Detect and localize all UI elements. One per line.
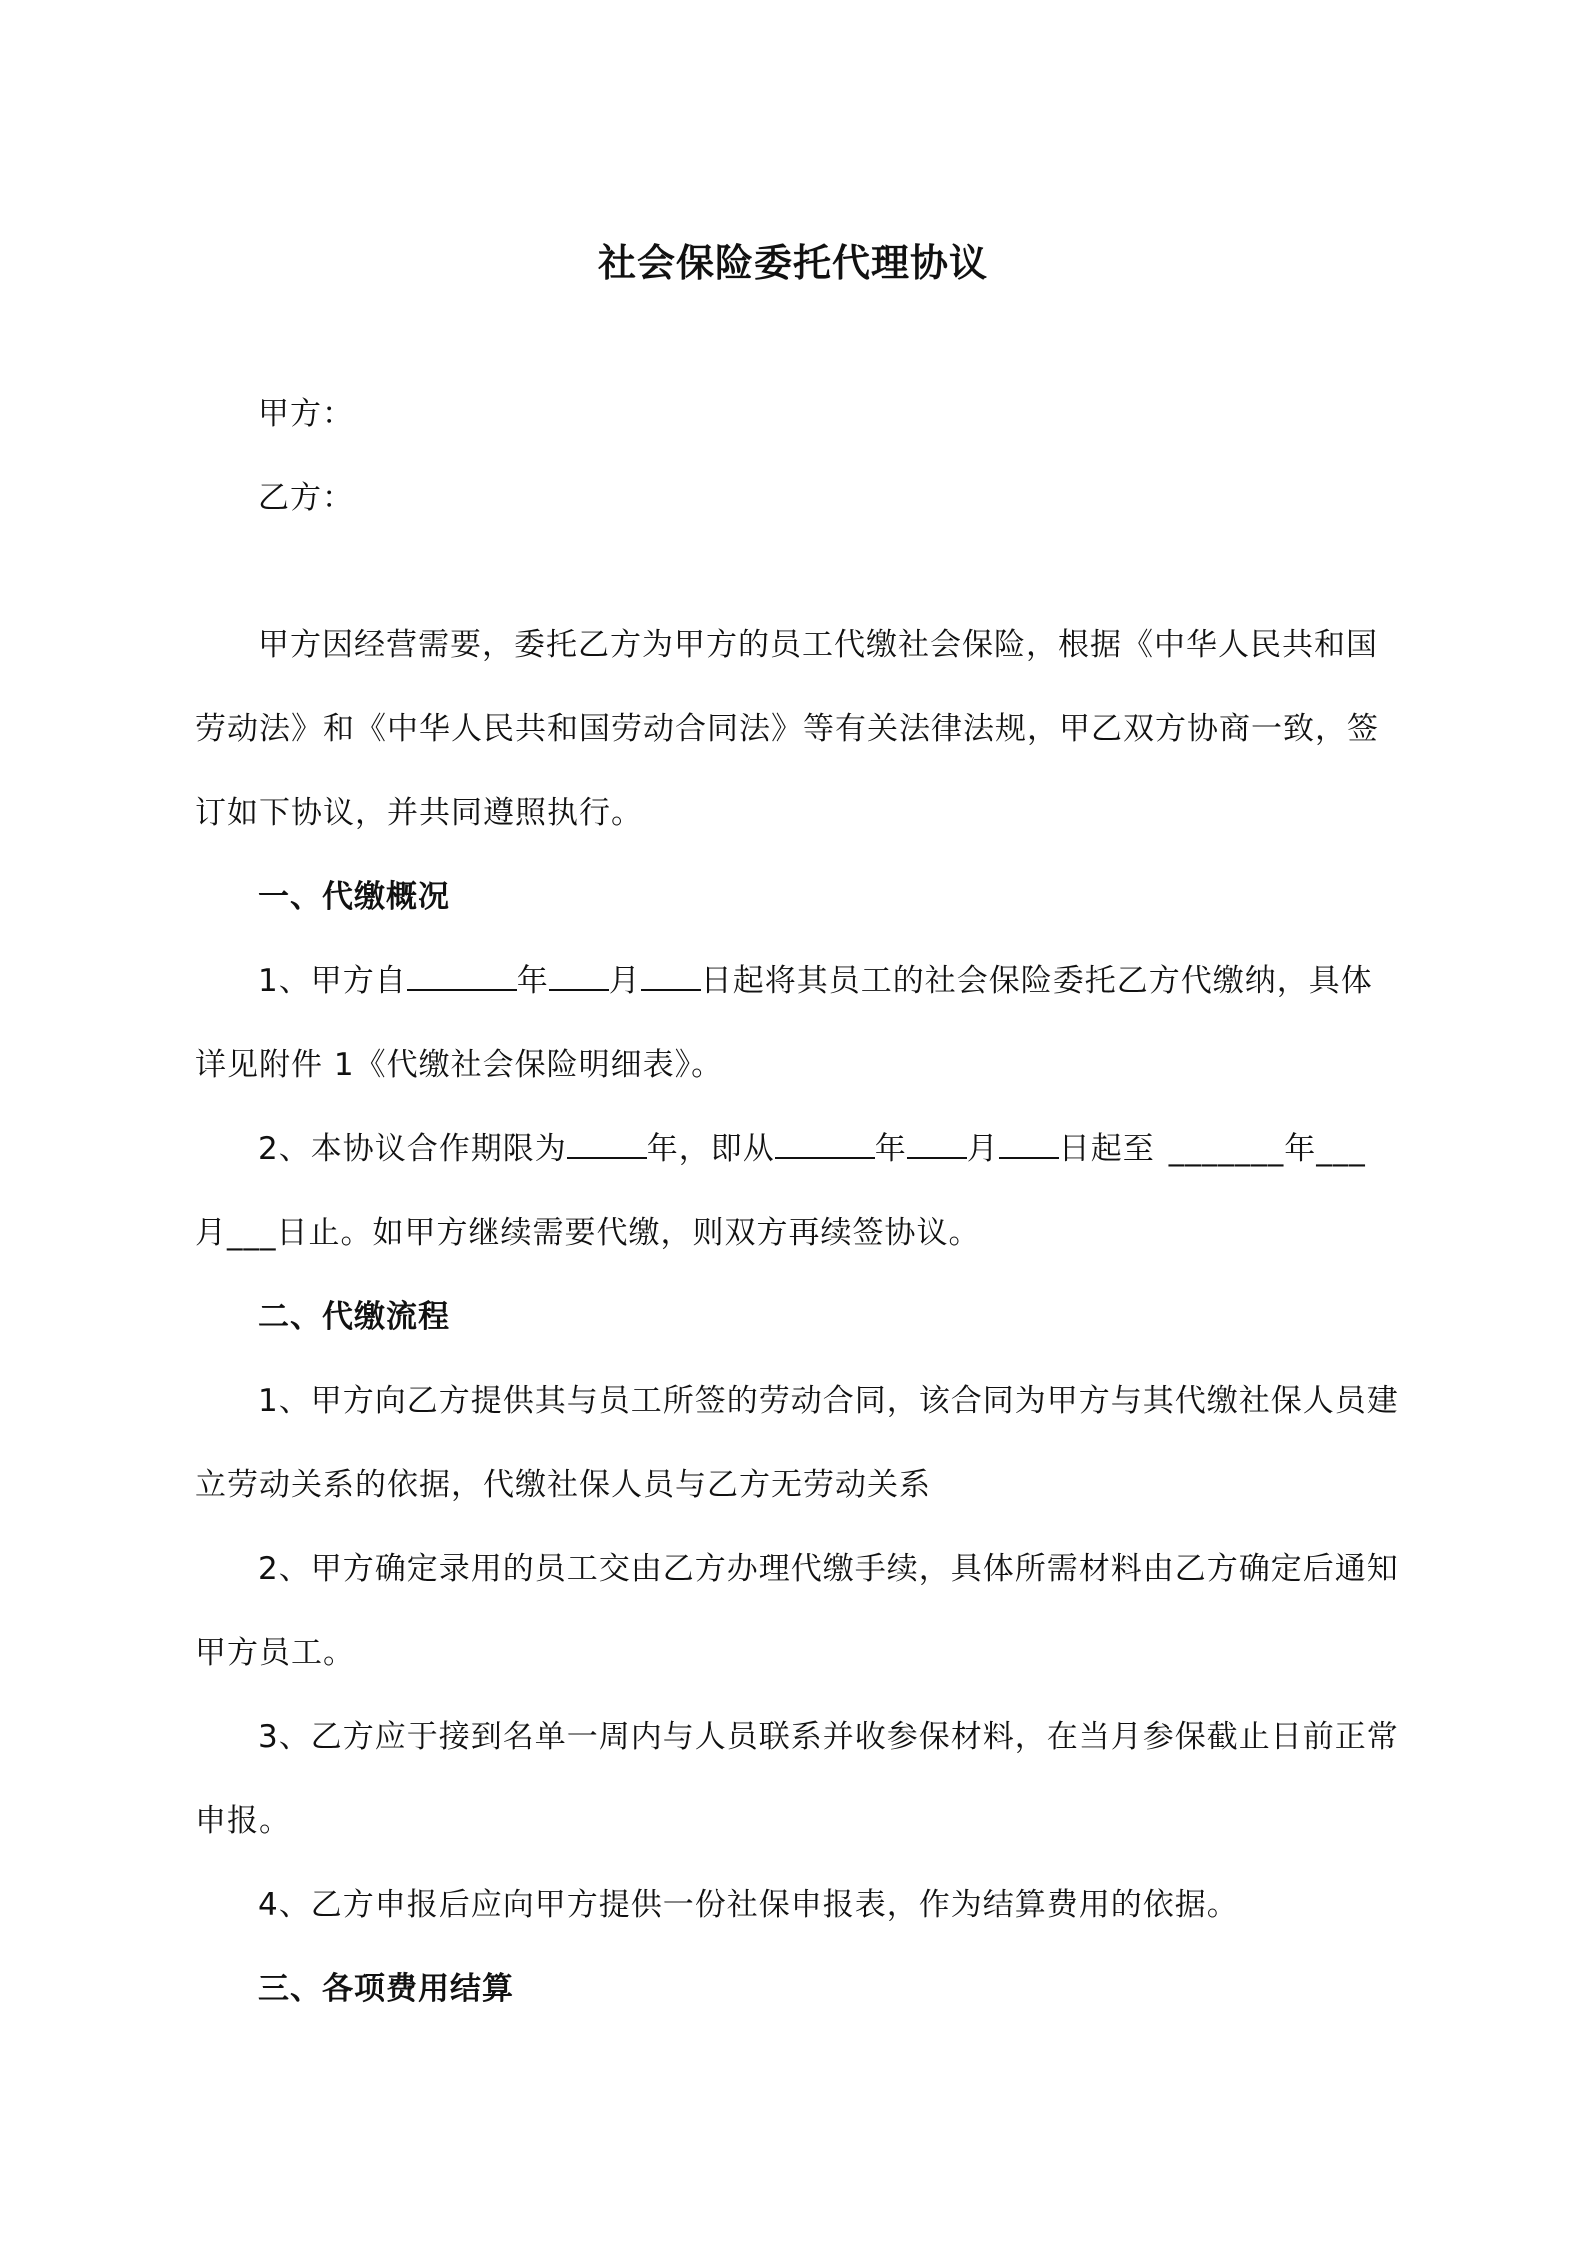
text-segment: 日起将其员工的社会保险委托乙方代缴纳，具体 — [700, 963, 1373, 999]
preamble-line-1: 甲方因经营需要，委托乙方为甲方的员工代缴社会保险，根据《中华人民共和国 — [258, 627, 1378, 663]
text-segment: 月 — [966, 1131, 999, 1167]
section2-item4: 4、乙方申报后应向甲方提供一份社保申报表，作为结算费用的依据。 — [258, 1887, 1239, 1923]
text-segment: 1、甲方自 — [258, 963, 407, 999]
section1-item1-line2: 详见附件 1《代缴社会保险明细表》。 — [195, 1047, 724, 1083]
party-a-label: 甲方： — [258, 396, 354, 432]
section2-item3-line1: 3、乙方应于接到名单一周内与人员联系并收参保材料，在当月参保截止日前正常 — [258, 1719, 1399, 1755]
section2-item2-line1: 2、甲方确定录用的员工交由乙方办理代缴手续，具体所需材料由乙方确定后通知 — [258, 1551, 1399, 1587]
section1-item1-line1 — [258, 959, 1373, 1003]
page-title: 社会保险委托代理协议 — [597, 241, 988, 285]
text-segment: 年，即从 — [646, 1131, 775, 1167]
fill-blank-month — [907, 1127, 967, 1159]
fill-blank-year — [407, 959, 517, 991]
section2-item3-line2: 申报。 — [195, 1803, 291, 1839]
fill-blank-month — [549, 959, 609, 991]
section1-item2-line1 — [258, 1127, 1366, 1171]
preamble-line-2: 劳动法》和《中华人民共和国劳动合同法》等有关法律法规，甲乙双方协商一致，签 — [195, 711, 1379, 747]
fill-blank-year — [775, 1127, 875, 1159]
section-heading-2: 二、代缴流程 — [258, 1299, 450, 1335]
section2-item2-line2: 甲方员工。 — [195, 1635, 355, 1671]
text-segment: 月 — [608, 963, 641, 999]
section2-item1-line2: 立劳动关系的依据，代缴社保人员与乙方无劳动关系 — [195, 1467, 931, 1503]
fill-blank-term — [567, 1127, 647, 1159]
section1-item2-line2: 月___日止。如甲方继续需要代缴，则双方再续签协议。 — [195, 1215, 981, 1251]
text-segment: 年 — [874, 1131, 907, 1167]
text-segment: 2、本协议合作期限为 — [258, 1131, 567, 1167]
text-segment: _______年___ — [1168, 1131, 1366, 1167]
section-heading-3: 三、各项费用结算 — [258, 1971, 514, 2007]
fill-blank-day — [999, 1127, 1059, 1159]
text-segment: 日起至 — [1058, 1131, 1155, 1167]
text-segment: 年 — [516, 963, 549, 999]
preamble-line-3: 订如下协议，并共同遵照执行。 — [195, 795, 643, 831]
section2-item1-line1: 1、甲方向乙方提供其与员工所签的劳动合同，该合同为甲方与其代缴社保人员建 — [258, 1383, 1399, 1419]
party-b-label: 乙方： — [258, 480, 354, 516]
fill-blank-day — [641, 959, 701, 991]
section-heading-1: 一、代缴概况 — [258, 879, 450, 915]
